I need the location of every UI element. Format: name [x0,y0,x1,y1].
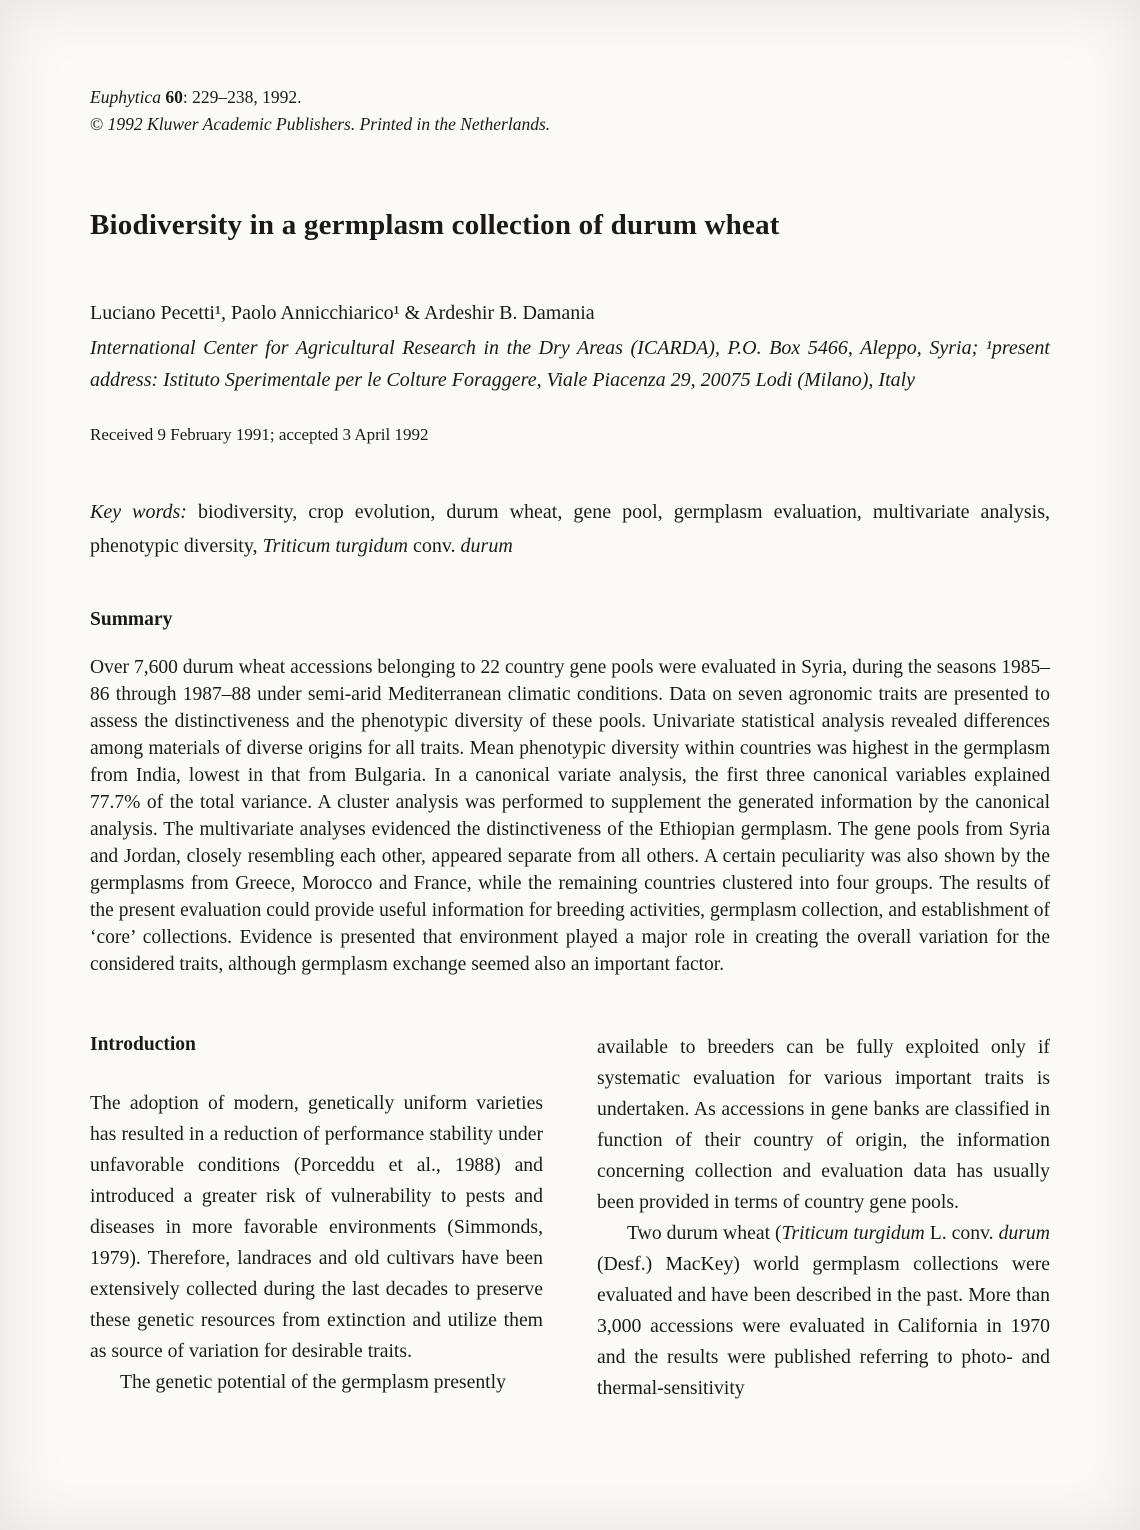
introduction-paragraph-2: The genetic potential of the germplasm presently [120,1370,506,1393]
introduction-paragraph-4: Two durum wheat (Triticum turgidum L. conv. durum (Desf.) MacKey) world germplasm collections were evaluated and have been described in the past. More than 3,000 accessions were evaluated in California in 1970 and the results were published referring to photo- and thermal-sensitivity [597,1222,1050,1400]
paper-title: Biodiversity in a germplasm collection of durum wheat [90,209,780,242]
authors-line: Luciano Pecetti¹, Paolo Annicchiarico¹ & Ardeshir B. Damania [90,302,595,325]
journal-header [90,86,1050,136]
introduction-paragraph-1: The adoption of modern, genetically uniform varieties has resulted in a reduction of performance stability under unfavorable conditions (Porceddu et al., 1988) and introduced a greater risk of vulnerability to pests and diseases in more favorable environments (Simmonds, 1979). Therefore, landraces and old cultivars have been extensively collected during the last decades to preserve these genetic resources from extinction and utilize them as source of variation for desirable traits. [90,1091,543,1362]
summary-heading: Summary [90,608,173,630]
received-accepted-line: Received 9 February 1991; accepted 3 April 1992 [90,425,429,445]
introduction-heading: Introduction [90,1034,196,1056]
introduction-paragraph-3: available to breeders can be fully exploited only if systematic evaluation for various important traits is undertaken. As accessions in gene banks are classified in function of their country of origin, the information concerning collection and evaluation data has usually been provided in terms of country gene pools. [597,1036,1050,1214]
copyright-line: © 1992 Kluwer Academic Publishers. Printed in the Netherlands. [90,113,551,134]
right-column [597,1032,1050,1404]
summary-text: Over 7,600 durum wheat accessions belonging to 22 country gene pools were evaluated in Syria, during the seasons 1985–86 through 1987–88 under semi-arid Mediterranean climatic conditions. Data on seven agronomic traits are presented to assess the distinctiveness and the phenotypic diversity of these pools. Univariate statistical analysis revealed differences among materials of diverse origins for all traits. Mean phenotypic diversity within countries was highest in the germplasm from India, lowest in that from Bulgaria. In a canonical variate analysis, the first three canonical variables explained 77.7% of the total variance. A cluster analysis was performed to supplement the generated information by the canonical analysis. The multivariate analyses evidenced the distinctiveness of the Ethiopian germplasm. The gene pools from Syria and Jordan, closely resembling each other, appeared separate from all others. A certain peculiarity was also shown by the germplasms from Greece, Morocco and France, while the remaining countries clustered into four groups. The results of the present evaluation could provide useful information for breeding activities, germplasm collection, and establishment of ‘core’ collections. Evidence is presented that environment played a major role in creating the overall variation for the considered traits, although germplasm exchange seemed also an important factor. [90,657,1050,976]
affiliation-line: International Center for Agricultural Research in the Dry Areas (ICARDA), P.O. Box 5466, Aleppo, Syria; ¹present address: Istituto Sperimentale per le Colture Foraggere, Viale Piacenza 29, 20075 Lodi (Milano), Italy [90,337,1050,392]
journal-citation: Euphytica 60: 229–238, 1992. [90,87,302,107]
summary-section [90,607,1050,978]
left-column [90,1032,543,1404]
keywords-line: Key words: biodiversity, crop evolution, durum wheat, gene pool, germplasm evaluation, multivariate analysis, phenotypic diversity, Triticum turgidum conv. durum [90,500,1050,557]
two-column-body [90,1032,1050,1404]
